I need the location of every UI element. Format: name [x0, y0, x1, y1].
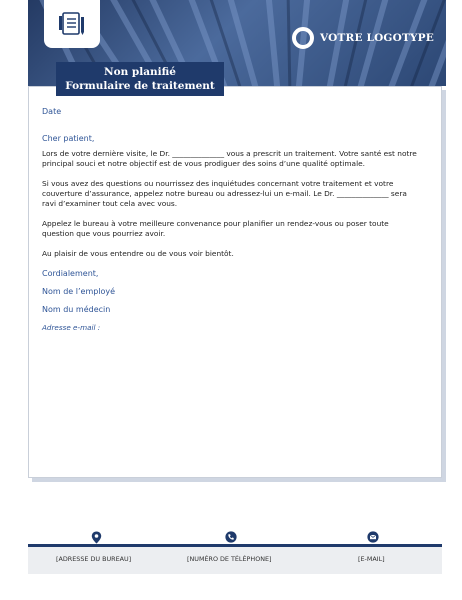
salutation: Cher patient,	[42, 134, 95, 143]
email-label: Adresse e-mail :	[42, 323, 101, 332]
footer-email: [E-MAIL]	[358, 555, 385, 563]
document-pen-icon	[57, 10, 87, 38]
footer-address: [ADRESSE DU BUREAU]	[56, 555, 132, 563]
date-field: Date	[42, 107, 62, 116]
location-pin-icon	[89, 530, 103, 544]
page-title	[56, 62, 224, 96]
title-line-1: Non planifié	[104, 66, 176, 78]
employee-name: Nom de l’employé	[42, 287, 116, 296]
logo	[292, 26, 434, 50]
logo-ring-icon	[292, 27, 314, 49]
paragraph-1: Lors de votre dernière visite, le Dr. ______________ vous a prescrit un traitement. Votre santé est notre principal souci et notre objectif est de vous prodiguer des soins d’une qualité optimale.	[42, 149, 417, 168]
logo-text: VOTRE LOGOTYPE	[320, 32, 434, 44]
paragraph-3: Appelez le bureau à votre meilleure convenance pour planifier un rendez-vous ou poser toute question que vous pourriez avoir.	[42, 219, 389, 238]
header-icon-tile	[44, 0, 100, 48]
closing: Cordialement,	[42, 269, 99, 278]
phone-icon	[224, 530, 238, 544]
paragraph-2: Si vous avez des questions ou nourrissez des inquiétudes concernant votre traitement et votre couverture d’assurance, appelez notre bureau ou adressez-lui un e-mail. Le Dr. ______________ sera ravi d’examiner tout cela avec vous.	[42, 179, 407, 208]
envelope-icon	[366, 530, 380, 544]
letter-content	[42, 107, 422, 332]
doctor-name: Nom du médecin	[42, 305, 111, 314]
paragraph-4: Au plaisir de vous entendre ou de vous voir bientôt.	[42, 249, 234, 258]
title-line-2: Formulaire de traitement	[65, 80, 215, 92]
footer-phone: [NUMÉRO DE TÉLÉPHONE]	[187, 555, 272, 563]
